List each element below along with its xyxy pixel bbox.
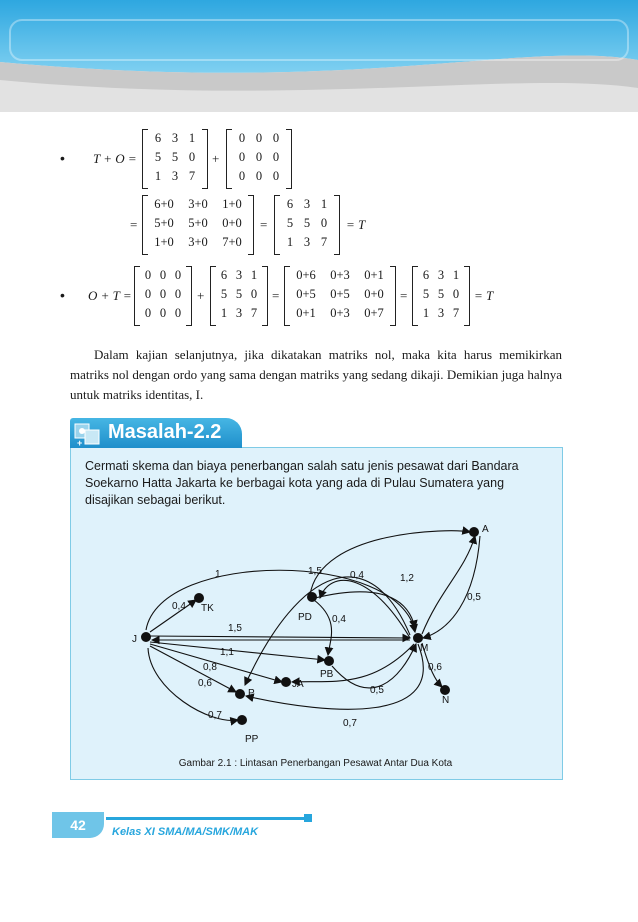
eq1-lhs: T + O = [93,151,137,166]
edge-label-pd-pb: 0,4 [332,614,346,625]
label-a: A [482,524,489,535]
problem-puzzle-icon [73,420,103,448]
footer-line [106,817,306,820]
label-tk: TK [201,603,214,614]
edge-m-ja [292,644,414,682]
edge-label-pd-a: 1,2 [400,573,414,584]
eq3-plus: + [197,288,205,303]
problem-text: Cermati skema dan biaya penerbangan salah satu jenis pesawat dari Bandara Soekarno Hatta Jakarta ke berbagai kota yang ada di Pulau Sumatera yang disajikan sebagai berikut. [85,459,519,507]
edge-pd-a [310,531,470,595]
edge-label-m-a: 0,5 [467,592,481,603]
label-pb: PB [320,669,334,680]
bullet-1: • [60,150,65,166]
eq1-matrix-o: 0 0 0 0 0 0 0 0 0 [226,129,292,189]
edge-label-j-p: 0,6 [198,678,212,689]
flight-route-diagram [70,510,561,750]
paragraph-text: Dalam kajian selanjutnya, jika dikatakan matriks nol, maka kita harus memikirkan matriks nol dengan ordo yang sama dengan matriks yang sedang dikaji. Demikian juga halnya untuk matriks identitas, I. [70,347,562,402]
node-pb [324,656,334,666]
edge-label-j-m-top: 1 [215,569,221,580]
body-paragraph [70,345,562,405]
eq2-rhs: = T [346,217,366,232]
eq2-equals: = [130,217,138,232]
eq1-plus: + [212,151,220,166]
edge-label-m-n: 0,6 [428,662,442,673]
problem-title: Masalah-2.2 [108,421,222,443]
bullet-2: • [60,287,65,303]
node-pp [237,715,247,725]
eq3-matrix-sum: 0+6 0+3 0+1 0+5 0+5 0+0 0+1 0+3 0+7 [284,266,396,326]
edge-label-j-pb: 1,1 [220,647,234,658]
node-p [235,689,245,699]
eq3-matrix-result: 6 3 1 5 5 0 1 3 7 [412,266,470,326]
edge-label-pb-m: 0,5 [370,685,384,696]
edge-label-j-m: 1,5 [228,623,242,634]
label-m: M [420,643,429,654]
page-number: 42 [52,812,104,838]
eq3-equals-a: = [272,288,280,303]
edge-j-pp [148,648,238,720]
figure-caption: Gambar 2.1 : Lintasan Penerbangan Pesawat Antar Dua Kota [178,758,453,769]
label-n: N [442,695,450,706]
edge-label-j-pp: 0,7 [208,710,222,721]
eq2-equals-mid: = [260,217,268,232]
eq3-rhs: = T [474,288,494,303]
label-ja: JA [292,679,304,690]
eq1-matrix-t: 6 3 1 5 5 0 1 3 7 [142,129,208,189]
eq3-matrix-o: 0 0 0 0 0 0 0 0 0 [134,266,192,326]
edge-pd-pb [314,600,332,655]
edge-pb-m [332,644,416,688]
node-m [413,633,423,643]
label-j: J [132,634,137,645]
eq2-matrix-sum: 6+0 3+0 1+0 5+0 5+0 0+0 1+0 3+0 7+0 [142,195,254,255]
eq3-lhs: O + T = [88,288,132,303]
edge-label-j-tk: 0,4 [172,601,186,612]
edge-label-j-ja: 0,8 [203,662,217,673]
book-title: Kelas XI SMA/MA/SMK/MAK [112,826,259,838]
page-header-decoration [0,0,638,112]
node-pd [307,592,317,602]
edge-label-m-p-top: 1,5 [308,566,322,577]
label-p: P [248,688,255,699]
edge-label-pd-m: 0,4 [350,570,364,581]
node-j [141,632,151,642]
eq3-equals-b: = [400,288,408,303]
edge-label-m-p-bottom: 0,7 [343,718,357,729]
node-tk [194,593,204,603]
footer-dot [304,814,312,822]
node-a [469,527,479,537]
eq2-matrix-result: 6 3 1 5 5 0 1 3 7 [274,195,340,255]
edge-m-a [422,536,475,634]
label-pp: PP [245,734,259,745]
eq3-matrix-t: 6 3 1 5 5 0 1 3 7 [210,266,268,326]
node-ja [281,677,291,687]
node-n [440,685,450,695]
edge-m-p-bottom [246,644,423,709]
edge-j-m [150,636,410,638]
edge-a-m [423,536,480,638]
label-pd: PD [298,612,312,623]
svg-text:+: + [77,438,83,448]
